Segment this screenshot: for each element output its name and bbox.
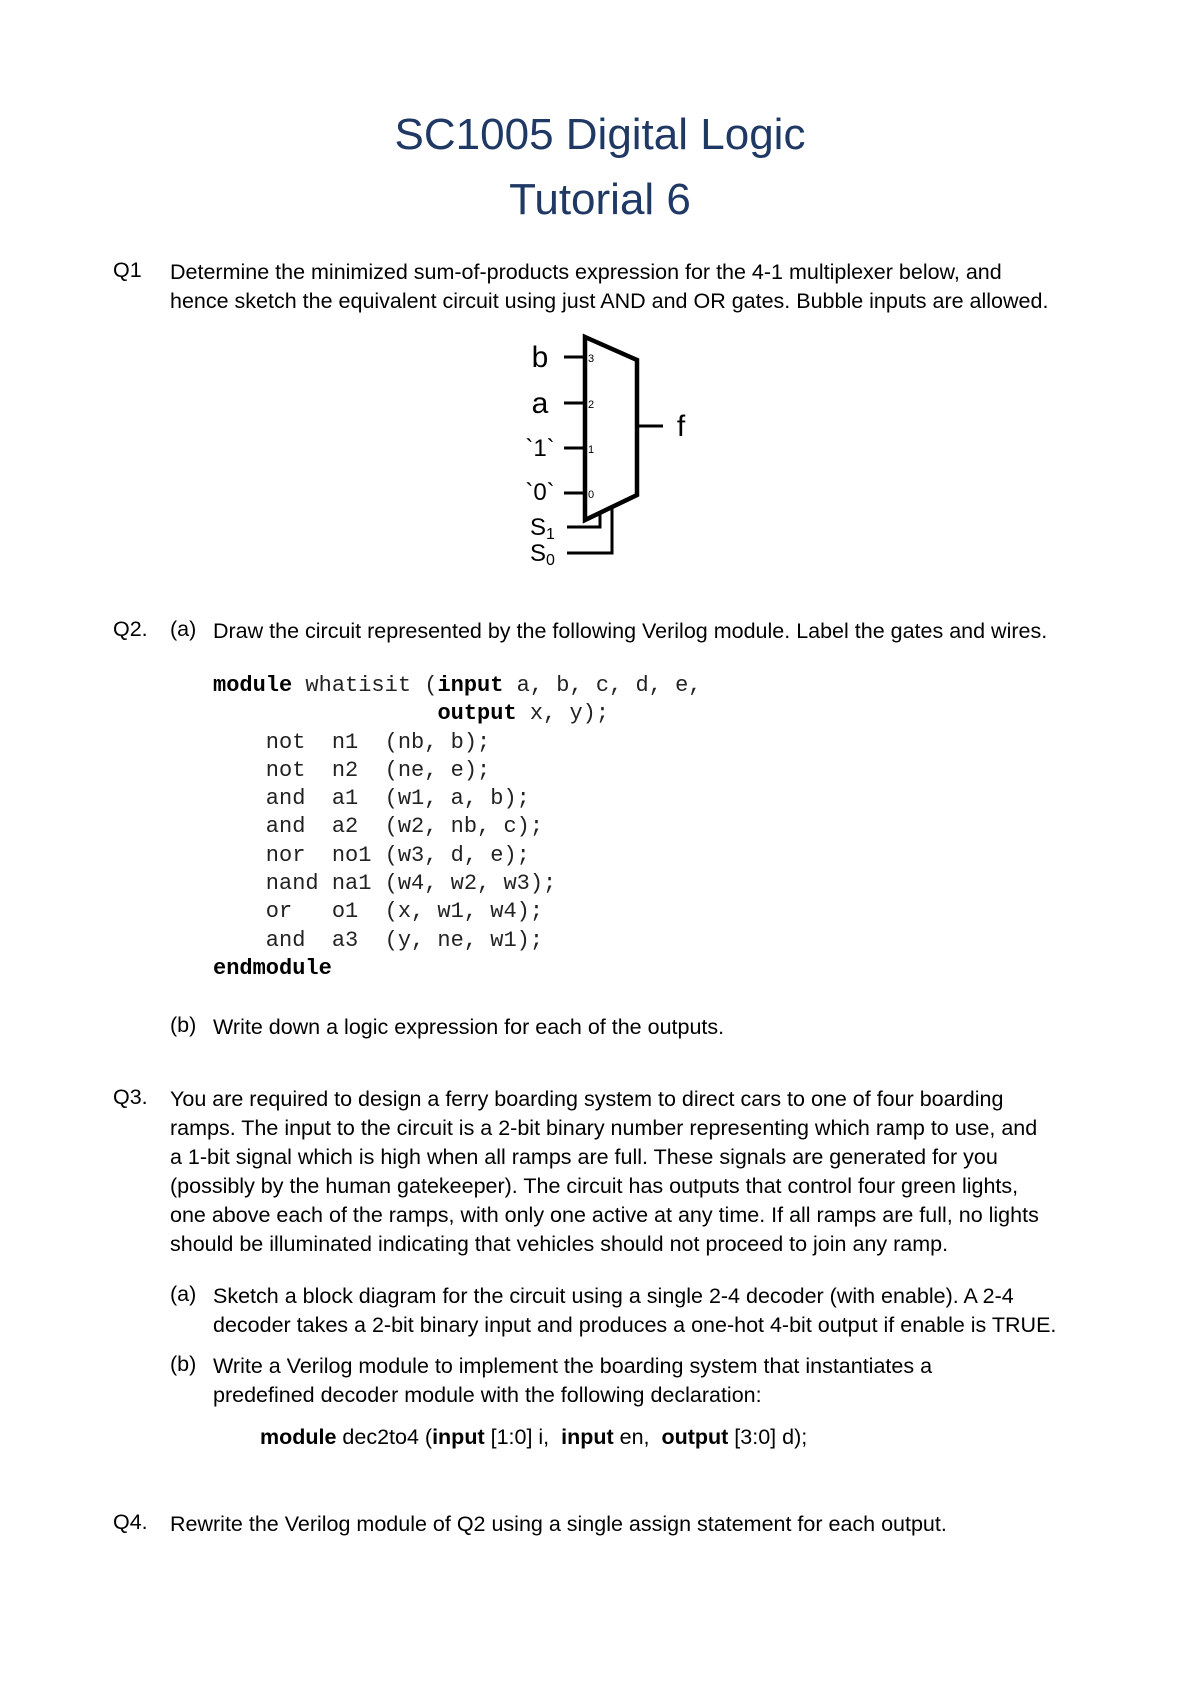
q3b-label: (b) [170,1352,197,1376]
code-kw-input: input [437,673,504,698]
title-line-1: SC1005 Digital Logic [394,110,806,159]
q3-line-5: one above each of the ramps, with only one active at any time. If all ramps are full, no lights [170,1203,1039,1227]
mux-input-label-3: b [531,341,549,374]
mux-pin-2: 2 [588,399,595,411]
mux-select-label-s0: S0 [530,540,555,569]
q3-number: Q3. [113,1085,148,1109]
mux-diagram [500,330,700,570]
q3a-text [213,1282,1113,1340]
code-gate-a2: and a2 (w2, nb, c); [213,814,544,840]
code-line-1-text: whatisit ( [292,673,438,698]
mux-pin-0: 0 [588,489,595,501]
q4-number: Q4. [113,1510,148,1534]
verilog-code-block [213,672,702,983]
mux-pin-3: 3 [588,353,595,365]
code-gate-a1: and a1 (w1, a, b); [213,786,530,812]
title-line-2: Tutorial 6 [509,175,691,224]
code-gate-no1: nor no1 (w3, d, e); [213,842,530,868]
q3b-line-1: Write a Verilog module to implement the boarding system that instantiates a [213,1354,933,1378]
decl-kw-output: output [661,1425,729,1449]
decl-kw-input-1: input [432,1425,485,1449]
mux-input-label-2: a [531,387,549,420]
q2a-line: Draw the circuit represented by the following Verilog module. Label the gates and wires. [213,619,1048,643]
decl-text-2: [1:0] i, [484,1425,562,1449]
decl-kw-input-2: input [561,1425,614,1449]
q3a-line-2: decoder takes a 2-bit binary input and produces a one-hot 4-bit output if enable is TRUE. [213,1313,1057,1337]
q3-line-6: should be illuminated indicating that vehicles should not proceed to join any ramp. [170,1232,949,1256]
q2a-label: (a) [170,617,197,641]
code-kw-output: output [437,701,517,727]
q3-line-3: a 1-bit signal which is high when all ramps are full. These signals are generated for you [170,1145,998,1169]
code-gate-n2: not n2 (ne, e); [213,757,491,783]
q3b-text [213,1352,1113,1410]
q2b-line: Write down a logic expression for each of the outputs. [213,1015,725,1039]
q3a-label: (a) [170,1282,197,1306]
code-kw-module: module [213,673,293,698]
q1-text [170,258,1110,316]
code-gate-n1: not n1 (nb, b); [213,729,491,755]
q4-text [170,1510,1110,1539]
q3-line-4: (possibly by the human gatekeeper). The circuit has outputs that control four green lights, [170,1174,1019,1198]
q2a-text [213,617,1113,646]
q1-number: Q1 [113,258,142,282]
decl-text-4: [3:0] d); [728,1425,808,1449]
decl-text-3: en, [613,1425,662,1449]
code-gate-na1: nand na1 (w4, w2, w3); [213,871,557,897]
q3-line-2: ramps. The input to the circuit is a 2-bit binary number representing which ramp to use, and [170,1116,1038,1140]
q4-line: Rewrite the Verilog module of Q2 using a single assign statement for each output. [170,1512,947,1536]
q1-line-1: Determine the minimized sum-of-products expression for the 4-1 multiplexer below, and [170,260,1002,284]
q1-line-2: hence sketch the equivalent circuit using just AND and OR gates. Bubble inputs are allowed. [170,289,1049,313]
decoder-declaration [260,1425,807,1450]
q3-line-1: You are required to design a ferry boarding system to direct cars to one of four boarding [170,1087,1004,1111]
code-kw-endmodule: endmodule [213,955,332,981]
mux-pin-1: 1 [588,444,595,456]
decl-text-1: dec2to4 ( [336,1425,433,1449]
mux-select-line-s0 [567,508,612,553]
code-line-1-rest: a, b, c, d, e, [503,673,702,698]
mux-output-label: f [676,410,686,443]
code-line-2-rest: x, y); [516,701,610,727]
q2-number: Q2. [113,617,148,641]
q2b-label: (b) [170,1013,197,1037]
q2b-text [213,1013,1113,1042]
code-line-2-pad [213,701,437,726]
q3-text [170,1085,1110,1259]
decl-kw-module: module [260,1425,337,1449]
mux-input-label-0: `0` [525,479,555,506]
mux-select-label-s1: S1 [530,514,555,543]
code-gate-a3: and a3 (y, ne, w1); [213,927,544,953]
q3b-line-2: predefined decoder module with the following declaration: [213,1383,762,1407]
mux-input-label-1: `1` [525,435,555,462]
code-gate-o1: or o1 (x, w1, w4); [213,899,544,925]
q3a-line-1: Sketch a block diagram for the circuit using a single 2-4 decoder (with enable). A 2-4 [213,1284,1014,1308]
